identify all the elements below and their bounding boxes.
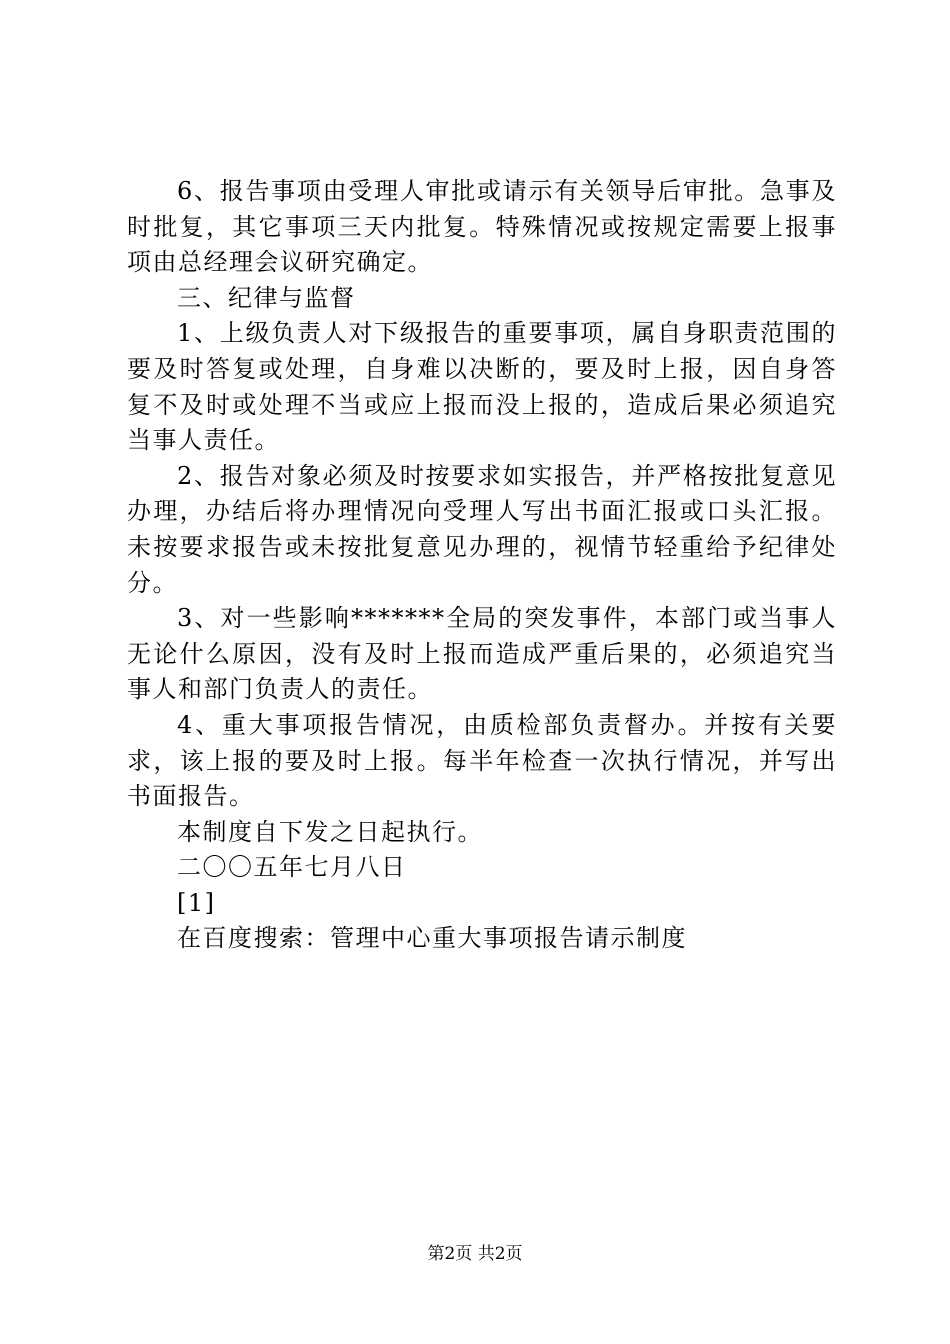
search-hint: 在百度搜索：管理中心重大事项报告请示制度	[177, 924, 687, 953]
page-number: 第2页 共2页	[427, 1244, 523, 1264]
document-date: 二〇〇五年七月八日	[177, 853, 407, 882]
effective-statement: 本制度自下发之日起执行。	[177, 817, 483, 846]
reference-marker: [1]	[177, 888, 216, 917]
paragraph-item-2: 2、报告对象必须及时按要求如实报告，并严格按批复意见办理，办结后将办理情况向受理人写出书面汇报或口头汇报。未按要求报告或未按批复意见办理的，视情节轻重给予纪律处分。	[127, 461, 837, 597]
paragraph-item-4: 4、重大事项报告情况，由质检部负责督办。并按有关要求，该上报的要及时上报。每半年检查一次执行情况，并写出书面报告。	[127, 710, 837, 811]
paragraph-item-1: 1、上级负责人对下级报告的重要事项，属自身职责范围的要及时答复或处理，自身难以决断的，要及时上报，因自身答复不及时或处理不当或应上报而没上报的，造成后果必须追究当事人责任。	[127, 319, 837, 455]
section-heading-discipline: 三、纪律与监督	[177, 283, 356, 312]
page-footer	[0, 1243, 950, 1265]
paragraph-item-3: 3、对一些影响*******全局的突发事件，本部门或当事人无论什么原因，没有及时上报而造成严重后果的，必须追究当事人和部门负责人的责任。	[127, 604, 837, 704]
paragraph-item-6-approval: 6、报告事项由受理人审批或请示有关领导后审批。急事及时批复，其它事项三天内批复。特殊情况或按规定需要上报事项由总经理会议研究确定。	[127, 177, 837, 277]
document-body	[127, 174, 837, 957]
